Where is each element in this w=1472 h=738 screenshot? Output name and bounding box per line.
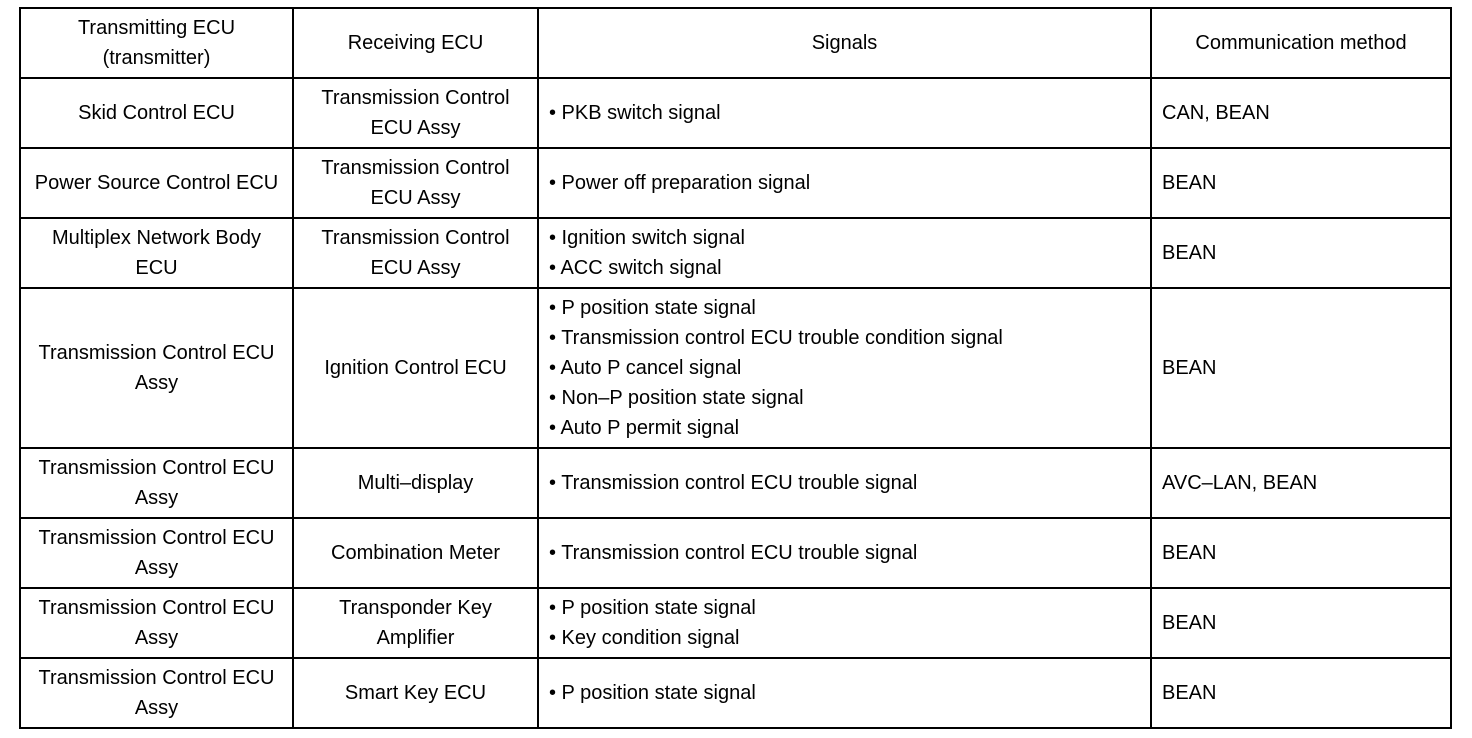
signals-cell xyxy=(538,658,1151,728)
signal-item: • P position state signal xyxy=(549,297,756,319)
table-row xyxy=(20,448,1451,518)
header-transmitting-ecu xyxy=(20,8,293,78)
header-communication-method xyxy=(1151,8,1451,78)
signals-cell xyxy=(538,288,1151,448)
communication-method-text: BEAN xyxy=(1162,357,1217,379)
receiving-ecu-text: Transmission Control ECU Assy xyxy=(321,157,510,209)
signal-item: • Auto P cancel signal xyxy=(549,357,742,379)
communication-method-text: BEAN xyxy=(1162,242,1217,264)
receiving-ecu-text: Combination Meter xyxy=(331,542,500,564)
transmitting-ecu-text: Transmission Control ECU Assy xyxy=(38,342,275,394)
signals-cell xyxy=(538,78,1151,148)
table-row xyxy=(20,518,1451,588)
transmitting-ecu-text: Transmission Control ECU Assy xyxy=(38,597,275,649)
receiving-ecu-cell xyxy=(293,518,538,588)
table-row xyxy=(20,658,1451,728)
communication-method-text: BEAN xyxy=(1162,612,1217,634)
transmitting-ecu-cell xyxy=(20,288,293,448)
transmitting-ecu-cell xyxy=(20,218,293,288)
communication-method-text: CAN, BEAN xyxy=(1162,102,1270,124)
receiving-ecu-cell xyxy=(293,78,538,148)
communication-method-cell xyxy=(1151,288,1451,448)
transmitting-ecu-text: Multiplex Network Body ECU xyxy=(52,227,261,279)
receiving-ecu-text: Ignition Control ECU xyxy=(324,357,507,379)
signal-item: • Power off preparation signal xyxy=(549,172,811,194)
signal-item: • Non–P position state signal xyxy=(549,387,804,409)
signal-item: • Transmission control ECU trouble signal xyxy=(549,542,918,564)
transmitting-ecu-text: Power Source Control ECU xyxy=(34,172,279,194)
transmitting-ecu-cell xyxy=(20,658,293,728)
transmitting-ecu-cell xyxy=(20,448,293,518)
signal-item: • Key condition signal xyxy=(549,627,740,649)
communication-method-cell xyxy=(1151,518,1451,588)
header-receiving-ecu xyxy=(293,8,538,78)
communication-method-text: BEAN xyxy=(1162,682,1217,704)
signal-item: • PKB switch signal xyxy=(549,102,721,124)
communication-method-text: BEAN xyxy=(1162,172,1217,194)
header-signals xyxy=(538,8,1151,78)
table-row xyxy=(20,218,1451,288)
table-row xyxy=(20,78,1451,148)
transmitting-ecu-cell xyxy=(20,518,293,588)
communication-method-cell xyxy=(1151,588,1451,658)
table-row xyxy=(20,588,1451,658)
header-transmitting-ecu-label: Transmitting ECU (transmitter) xyxy=(77,17,236,69)
signal-item: • P position state signal xyxy=(549,682,756,704)
transmitting-ecu-cell xyxy=(20,148,293,218)
signal-item: • P position state signal xyxy=(549,597,756,619)
receiving-ecu-cell xyxy=(293,658,538,728)
signal-item: • Transmission control ECU trouble signal xyxy=(549,472,918,494)
transmitting-ecu-cell xyxy=(20,588,293,658)
header-row xyxy=(20,8,1451,78)
receiving-ecu-cell xyxy=(293,148,538,218)
header-communication-method-label: Communication method xyxy=(1195,32,1407,54)
signals-cell xyxy=(538,518,1151,588)
table-row xyxy=(20,288,1451,448)
transmitting-ecu-text: Transmission Control ECU Assy xyxy=(38,457,275,509)
communication-method-cell xyxy=(1151,218,1451,288)
communication-method-cell xyxy=(1151,448,1451,518)
receiving-ecu-text: Multi–display xyxy=(357,472,474,494)
ecu-communication-table xyxy=(19,7,1452,729)
signal-item: • Auto P permit signal xyxy=(549,417,740,439)
signal-item: • ACC switch signal xyxy=(549,257,722,279)
table-body xyxy=(20,78,1451,728)
communication-method-text: AVC–LAN, BEAN xyxy=(1162,472,1318,494)
signals-cell xyxy=(538,218,1151,288)
signal-item: • Ignition switch signal xyxy=(549,227,745,249)
transmitting-ecu-text: Skid Control ECU xyxy=(78,102,235,124)
transmitting-ecu-cell xyxy=(20,78,293,148)
receiving-ecu-cell xyxy=(293,448,538,518)
table-header xyxy=(20,8,1451,78)
table-row xyxy=(20,148,1451,218)
receiving-ecu-text: Transmission Control ECU Assy xyxy=(321,87,510,139)
header-receiving-ecu-label: Receiving ECU xyxy=(347,32,484,54)
transmitting-ecu-text: Transmission Control ECU Assy xyxy=(38,667,275,719)
communication-method-text: BEAN xyxy=(1162,542,1217,564)
signal-item: • Transmission control ECU trouble condition signal xyxy=(549,327,1003,349)
signals-cell xyxy=(538,588,1151,658)
communication-method-cell xyxy=(1151,78,1451,148)
receiving-ecu-cell xyxy=(293,588,538,658)
receiving-ecu-text: Transmission Control ECU Assy xyxy=(321,227,510,279)
receiving-ecu-cell xyxy=(293,218,538,288)
signals-cell xyxy=(538,448,1151,518)
communication-method-cell xyxy=(1151,658,1451,728)
header-signals-label: Signals xyxy=(811,32,878,54)
communication-method-cell xyxy=(1151,148,1451,218)
receiving-ecu-text: Smart Key ECU xyxy=(344,682,487,704)
signals-cell xyxy=(538,148,1151,218)
receiving-ecu-text: Transponder Key Amplifier xyxy=(339,597,492,649)
transmitting-ecu-text: Transmission Control ECU Assy xyxy=(38,527,275,579)
receiving-ecu-cell xyxy=(293,288,538,448)
